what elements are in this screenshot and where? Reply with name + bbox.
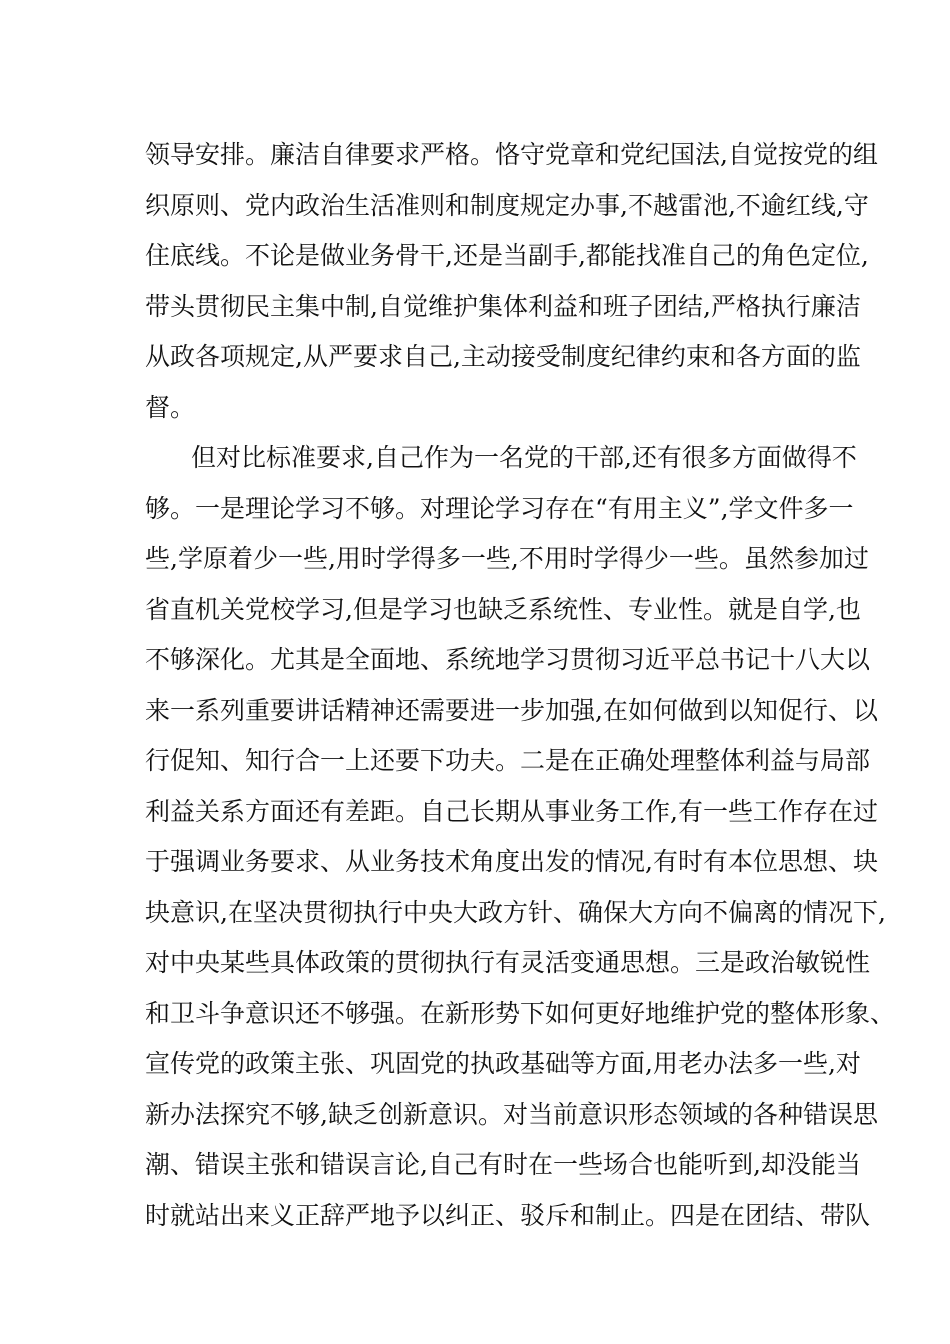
text-line: 领导安排。廉洁自律要求严格。恪守党章和党纪国法,自觉按党的组 bbox=[145, 140, 878, 169]
text-line: 带头贯彻民主集中制,自觉维护集体利益和班子团结,严格执行廉洁 bbox=[145, 291, 861, 321]
text-line: 和卫斗争意识还不够强。在新形势下如何更好地维护党的整体形象、 bbox=[145, 998, 896, 1028]
text-line: 省直机关党校学习,但是学习也缺乏系统性、专业性。就是自学,也 bbox=[145, 594, 861, 624]
text-line: 些,学原着少一些,用时学得多一些,不用时学得少一些。虽然参加过 bbox=[145, 544, 869, 573]
text-line: 不够深化。尤其是全面地、系统地学习贯彻习近平总书记十八大以 bbox=[145, 645, 871, 674]
text-line: 织原则、党内政治生活准则和制度规定办事,不越雷池,不逾红线,守 bbox=[145, 190, 869, 220]
text-line: 新办法探究不够,缺乏创新意识。对当前意识形态领域的各种错误思 bbox=[145, 1099, 878, 1129]
text-line: 时就站出来义正辞严地予以纠正、驳斥和制止。四是在团结、带队 bbox=[145, 1200, 871, 1230]
body-text bbox=[145, 130, 896, 1241]
text-line: 行促知、知行合一上还要下功夫。二是在正确处理整体利益与局部 bbox=[145, 746, 871, 775]
text-line: 够。一是理论学习不够。对理论学习存在“有用主义”,学文件多一 bbox=[145, 493, 854, 523]
text-line: 潮、错误主张和错误言论,自己有时在一些场合也能听到,却没能当 bbox=[145, 1150, 861, 1179]
text-line: 但对比标准要求,自己作为一名党的干部,还有很多方面做得不 bbox=[191, 443, 857, 472]
text-line: 于强调业务要求、从业务技术角度出发的情况,有时有本位思想、块 bbox=[145, 847, 878, 876]
text-line: 从政各项规定,从严要求自己,主动接受制度纪律约束和各方面的监 bbox=[145, 342, 861, 371]
text-line: 利益关系方面还有差距。自己长期从事业务工作,有一些工作存在过 bbox=[145, 796, 878, 826]
text-line: 宣传党的政策主张、巩固党的执政基础等方面,用老办法多一些,对 bbox=[145, 1049, 861, 1078]
text-line: 来一系列重要讲话精神还需要进一步加强,在如何做到以知促行、以 bbox=[145, 695, 878, 725]
text-line: 块意识,在坚决贯彻执行中央大政方针、确保大方向不偏离的情况下, bbox=[145, 897, 886, 927]
text-line: 住底线。不论是做业务骨干,还是当副手,都能找准自己的角色定位, bbox=[145, 241, 869, 270]
text-line: 对中央某些具体政策的贯彻执行有灵活变通思想。三是政治敏锐性 bbox=[145, 948, 871, 977]
text-line: 督。 bbox=[145, 392, 196, 422]
